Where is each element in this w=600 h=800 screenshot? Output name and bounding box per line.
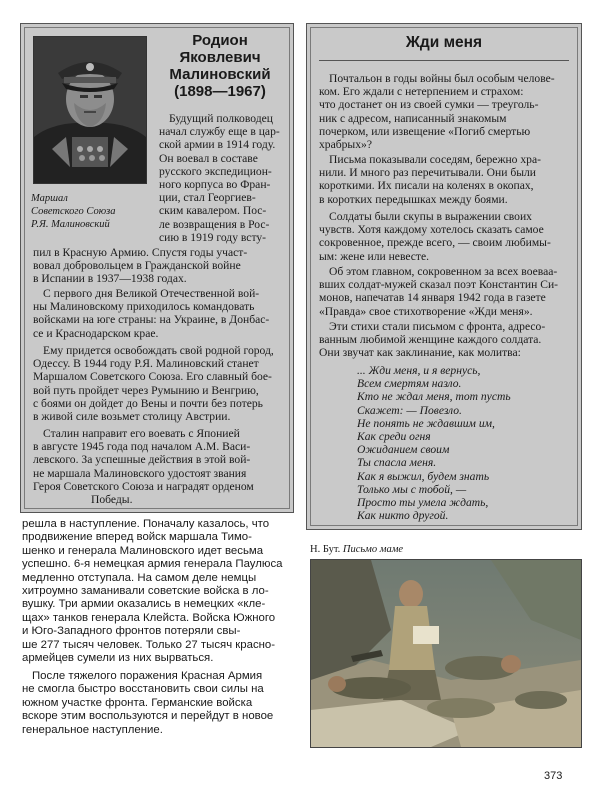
sidebar-box [306, 23, 582, 530]
bio-paragraph-1-wide: пил в Красную Армию. Спустя годы участ- вовал добровольцем в Гражданской войне в Испании в 1937—1938 годах. [33, 246, 248, 286]
poem-zhdi-menya: ... Жди меня, и я вернусь, Всем смертям назло. Кто не ждал меня, тот пусть Скажет: — Повезло. Не понять не ждавшим им, Как среди огня Ожиданием своим Ты спасла меня. Как я выжил, будем знать Только мы с тобой, — Просто ты умела ждать, Как никто другой. [357, 364, 511, 523]
sidebar-paragraph-3: Солдаты были скупы в выражении своих чувств. Хотя каждому хотелось сказать самое сокровенное, прежде всего, — своим любимы- ым: жене или невесте. [319, 210, 551, 263]
biography-heading: Родион Яковлевич Малиновский (1898—1967) [169, 32, 271, 100]
biography-box [20, 23, 294, 513]
main-paragraph-1: решла в наступление. Поначалу казалось, что продвижение вперед войск маршала Тимо- шенко и генерала Малиновского идет весьма успешно. 6-я немецкая армия генерала Паулюса медленно отступала. На самом деле немцы хитроумно заманивали советские войска в ло- вушку. Три армии оказались в немецких «кле- щах» танков генерала Клейста. Войска Южного и Юго-Западного фронтов потеряли свы- ше 277 тысяч человек. Только 27 тысяч красно- армейцев сумели из них вырваться. [22, 518, 283, 665]
painting-letter-to-mother [310, 559, 582, 748]
bio-paragraph-1-narrow: Будущий полководец начал службу еще в цар- ской армии в 1914 году. Он воевал в составе русского экспедицион- ного корпуса во Фран- ции, стал Георгиев- ским кавалером. Пос- ле возвращения в Рос- сию в 1919 году всту- [159, 112, 280, 244]
painting-title: Письмо маме [342, 544, 404, 555]
bio-paragraph-3: Ему придется освобождать свой родной город, Одессу. В 1944 году Р.Я. Малиновский станет Маршалом Советского Союза. Его славный бое- вой путь пройдет через Румынию и Венгрию, с боями он дойдет до Вены и почти без потерь в живой силе возьмет столицу Австрии. [33, 344, 274, 424]
sidebar-paragraph-1: Почтальон в годы войны был особым челове- ком. Его ждали с нетерпением и страхом: что достанет он из своей сумки — треуголь- ник с адресом, написанный знакомым почерком, или извещение «Погиб смертью храбрых»? [319, 72, 555, 152]
bio-paragraph-2: С первого дня Великой Отечественной вой- ны Малиновскому приходилось командовать войсками на юге страны: на Украине, в Донбас- се и Краснодарском крае. [33, 287, 270, 340]
sidebar-paragraph-2: Письма показывали соседям, бережно хра- нили. И много раз перечитывали. Они были короткими. Их писали на коленях в окопах, в коротких передышках между боями. [319, 153, 541, 206]
sidebar-title: Жди меня [405, 34, 483, 51]
painting-caption [310, 544, 403, 555]
marshal-portrait-photo [33, 36, 147, 184]
sidebar-paragraph-4: Об этом главном, сокровенном за всех воеваа- вших солдат-мужей сказал поэт Константин Си- монов, напечатав 14 января 1942 года в газете «Правда» свое стихотворение «Жди меня». [319, 265, 559, 318]
page-number: 373 [544, 770, 563, 782]
sidebar-paragraph-5: Эти стихи стали письмом с фронта, адресо- ванным любимой женщине каждого солдата. Они звучат как заклинание, как молитва: [319, 320, 546, 360]
sidebar-title-divider [319, 60, 569, 61]
photo-caption: Маршал Советского Союза Р.Я. Малиновский [31, 193, 116, 230]
painting-author: Н. Бут. [310, 544, 341, 555]
bio-paragraph-4: Сталин направит его воевать с Японией в августе 1945 года под началом А.М. Васи- левского. За успешные действия в этой вой- не маршала Малиновского удостоят звания Героя Советского Союза и наградят орденом Победы. [33, 427, 254, 507]
main-paragraph-2: После тяжелого поражения Красная Армия не смогла быстро восстановить свои силы на южном участке фронта. Германские войска вскоре этим воспользуются и перейдут в новое генеральное наступление. [22, 670, 274, 736]
